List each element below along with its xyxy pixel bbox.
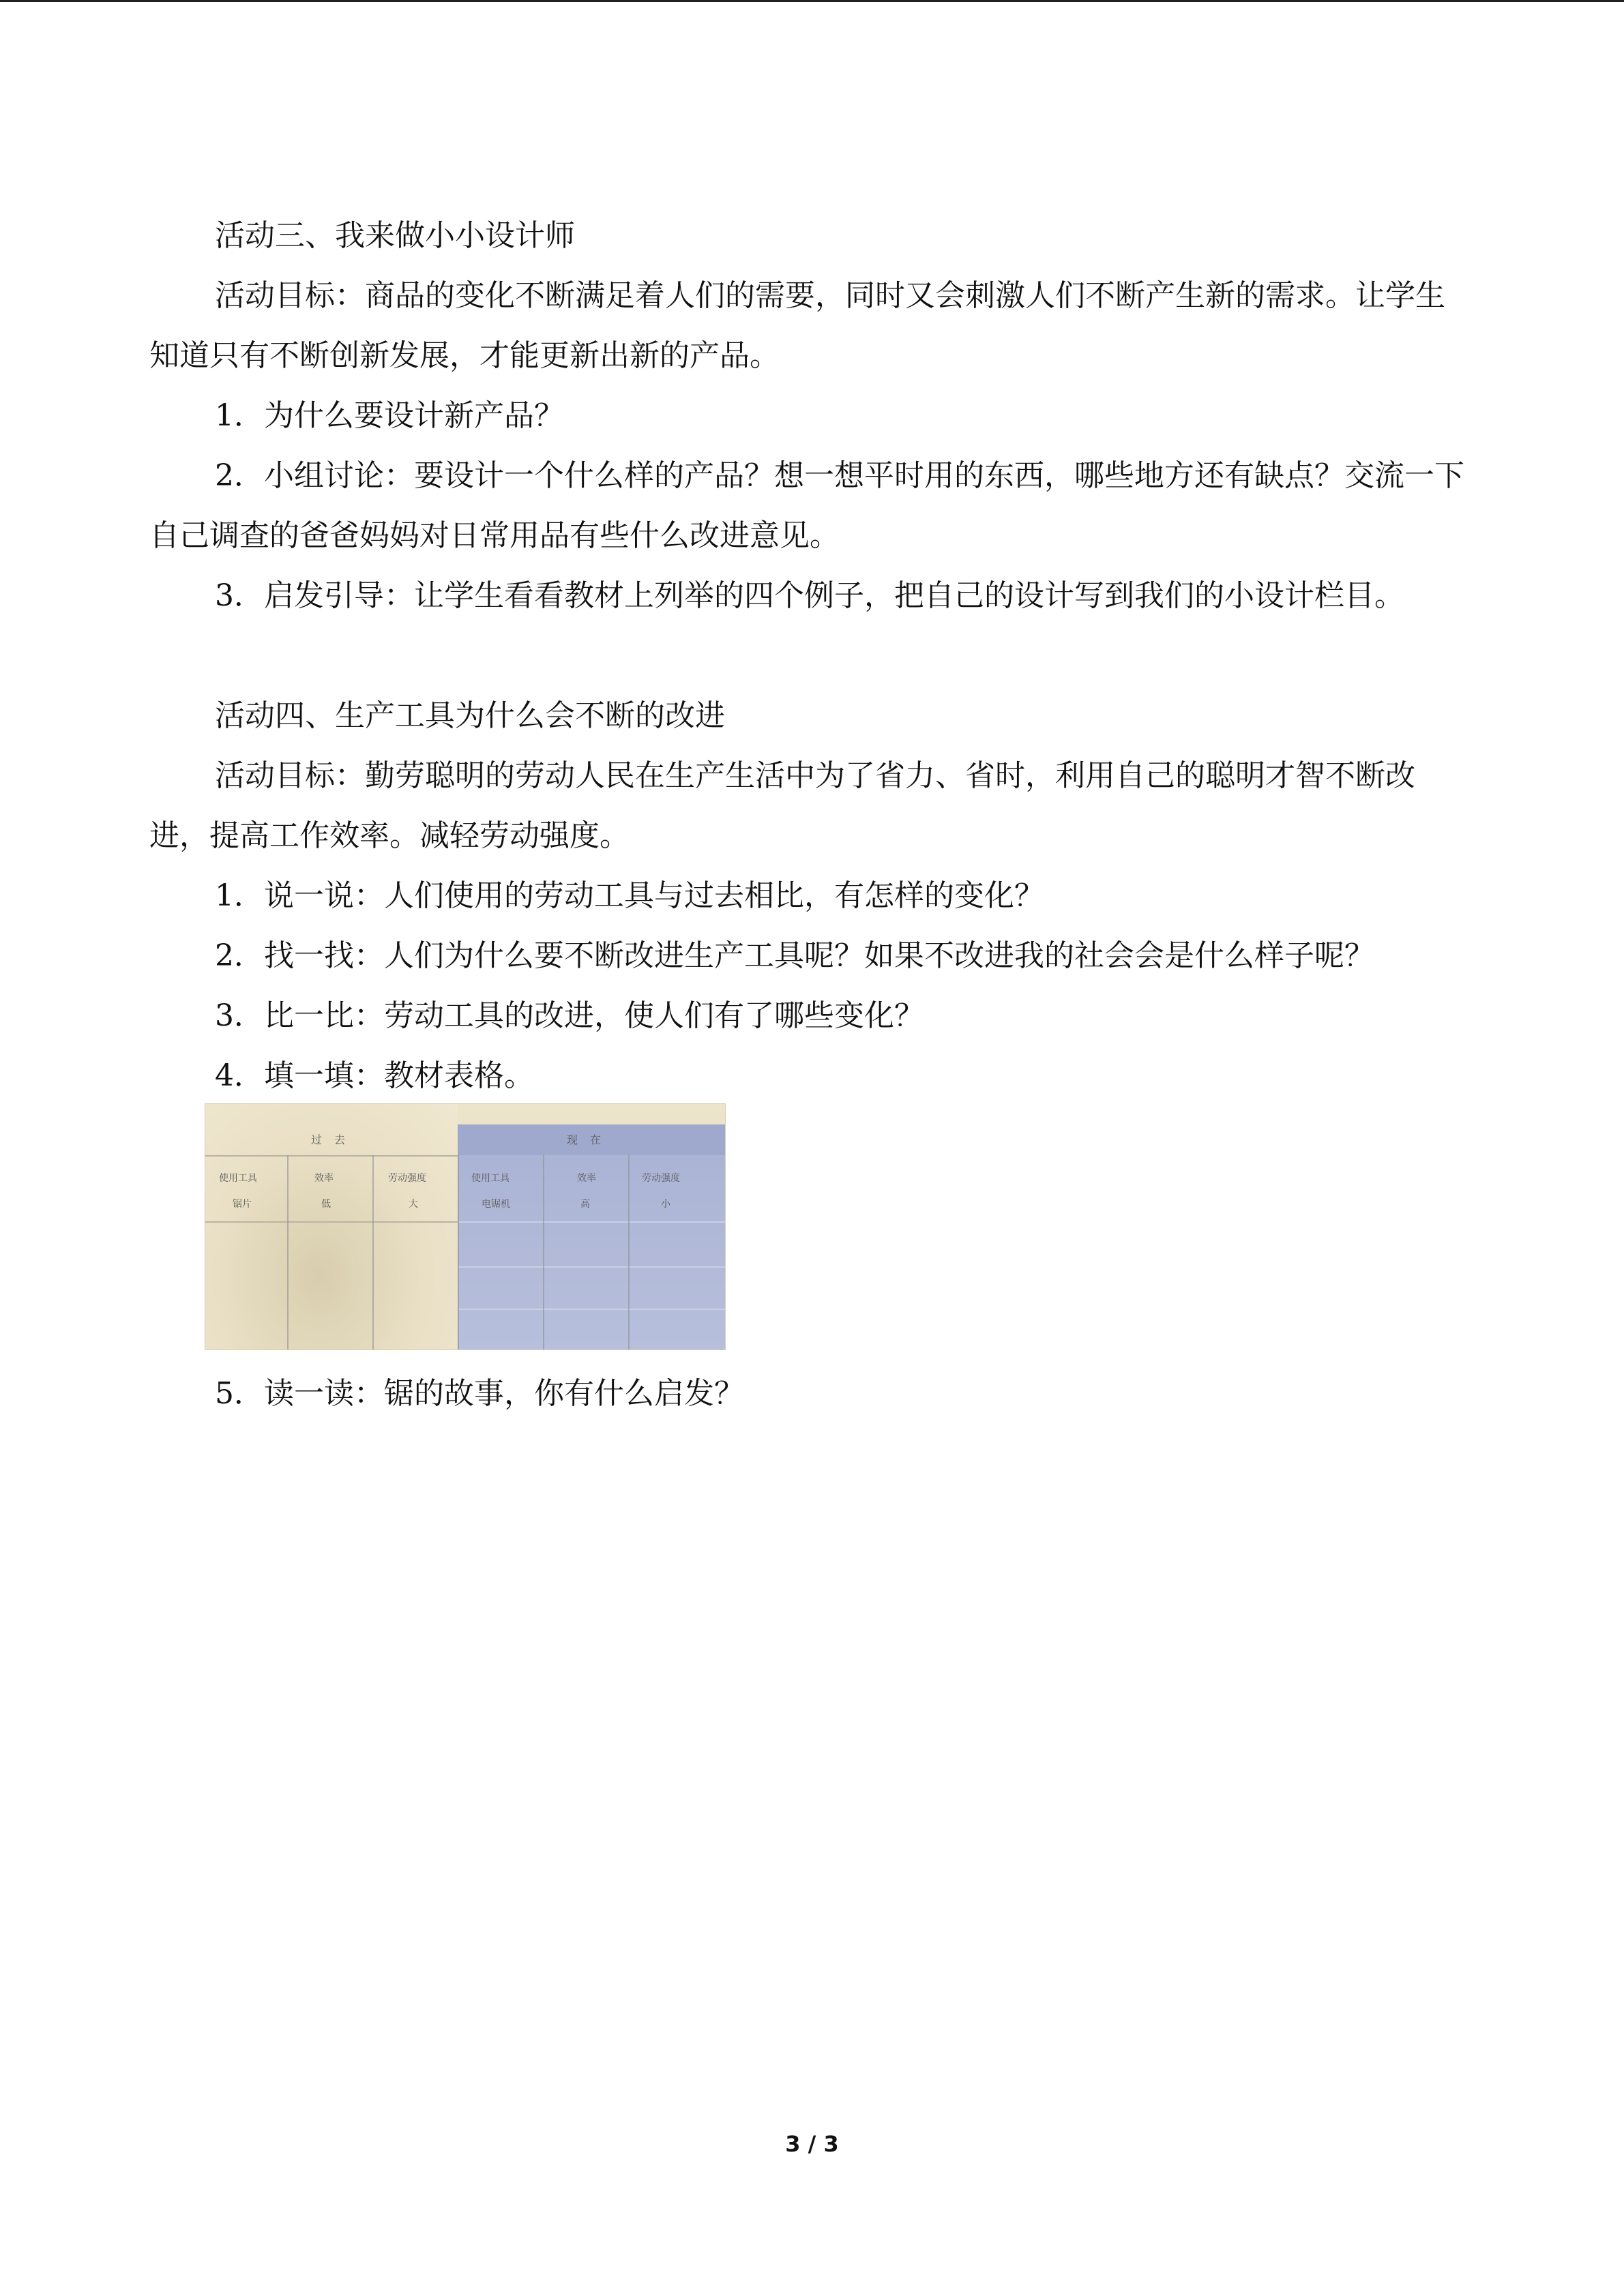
activity-3-item-3: 3．启发引导：让学生看看教材上列举的四个例子，把自己的设计写到我们的小设计栏目。 <box>215 578 1404 613</box>
table-cell: 大 <box>409 1199 418 1210</box>
table-col-header: 使用工具 <box>219 1173 257 1184</box>
table-column-divider <box>543 1155 544 1350</box>
top-border-line <box>0 0 1624 2</box>
table-rule <box>458 1309 725 1310</box>
table-past-header: 过去 <box>311 1133 358 1146</box>
table-cell: 电锯机 <box>482 1199 510 1210</box>
table-col-header: 使用工具 <box>471 1173 510 1184</box>
table-present-section <box>458 1124 725 1350</box>
table-cell: 锯片 <box>233 1199 252 1210</box>
table-cell: 低 <box>321 1199 331 1210</box>
activity-4-item-3: 3．比一比：劳动工具的改进，使人们有了哪些变化？ <box>215 998 924 1033</box>
table-col-header: 效率 <box>577 1173 596 1184</box>
table-col-header: 效率 <box>314 1173 334 1184</box>
table-cell: 小 <box>661 1199 670 1210</box>
activity-4-goal: 活动目标：勤劳聪明的劳动人民在生产生活中为了省力、省时，利用自己的聪明才智不断改进，提高工作效率。减轻劳动强度。 <box>149 758 1415 853</box>
table-col-header: 劳动强度 <box>388 1173 426 1184</box>
table-col-header: 劳动强度 <box>642 1173 680 1184</box>
table-column-divider <box>372 1155 374 1350</box>
activity-3-item-2: 2．小组讨论：要设计一个什么样的产品？想一想平时用的东西，哪些地方还有缺点？交流一下自己调查的爸爸妈妈对日常用品有些什么改进意见。 <box>149 458 1464 553</box>
table-column-divider <box>287 1155 289 1350</box>
activity-4-heading: 活动四、生产工具为什么会不断的改进 <box>215 698 725 733</box>
table-rule <box>458 1266 725 1268</box>
activity-4-item-2: 2．找一找：人们为什么要不断改进生产工具呢？如果不改进我的社会会是什么样子呢？ <box>215 938 1374 973</box>
table-rule <box>205 1155 458 1157</box>
table-present-header: 现在 <box>567 1133 614 1146</box>
activity-4-item-5: 5．读一读：锯的故事，你有什么启发？ <box>215 1376 744 1411</box>
textbook-table-photo <box>205 1103 726 1350</box>
table-column-divider <box>458 1155 459 1350</box>
activity-4-item-4: 4．填一填：教材表格。 <box>215 1058 534 1093</box>
table-column-divider <box>628 1155 630 1350</box>
table-cell: 高 <box>580 1199 590 1210</box>
table-rule <box>205 1221 458 1223</box>
activity-3-goal: 活动目标：商品的变化不断满足着人们的需要，同时又会刺激人们不断产生新的需求。让学生知道只有不断创新发展，才能更新出新的产品。 <box>149 278 1445 373</box>
table-rule <box>458 1221 725 1223</box>
activity-3-heading: 活动三、我来做小小设计师 <box>215 218 575 253</box>
activity-4-item-1: 1．说一说：人们使用的劳动工具与过去相比，有怎样的变化？ <box>215 878 1044 913</box>
activity-3-item-1: 1．为什么要设计新产品？ <box>215 398 564 433</box>
page-number: 3 / 3 <box>785 2131 839 2157</box>
